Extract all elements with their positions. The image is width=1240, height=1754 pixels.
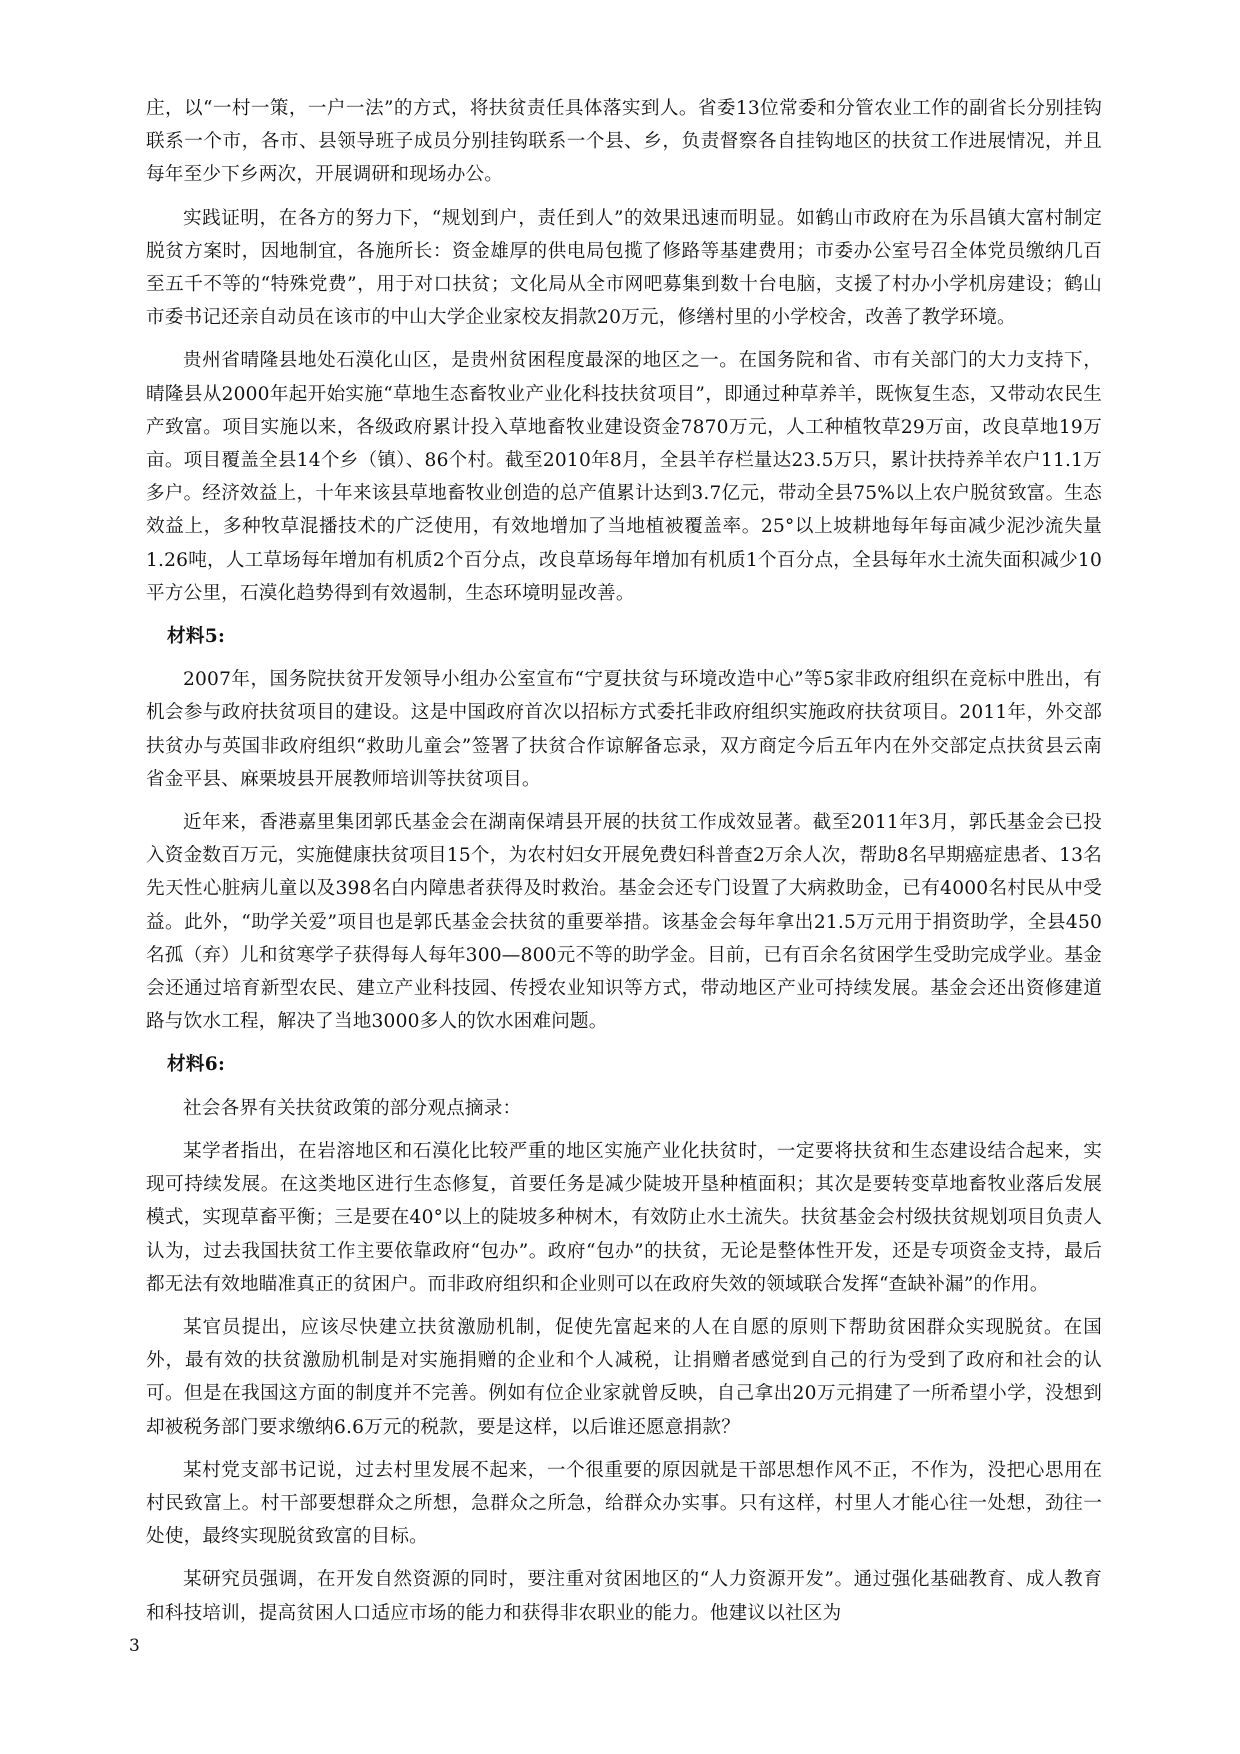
paragraph-intro-views: 社会各界有关扶贫政策的部分观点摘录： (183, 1097, 522, 1119)
page-number: 3 (129, 1636, 140, 1656)
paragraph-ngo-bidding: 2007年，国务院扶贫开发领导小组办公室宣布“宁夏扶贫与环境改造中心”等5家非政府组织在竞标中胜出，有机会参与政府扶贫项目的建设。这是中国政府首次以招标方式委托非政府组织实施政府扶贫项目。2011年，外交部扶贫办与英国非政府组织“救助儿童会”签署了扶贫合作谅解备忘录，双方商定今后五年内在外交部定点扶贫县云南省金平县、麻栗坡县开展教师培训等扶贫项目。 (146, 669, 1102, 790)
document-body (146, 92, 1102, 1640)
paragraph-village-secretary-view: 某村党支部书记说，过去村里发展不起来，一个很重要的原因就是干部思想作风不正，不作为，没把心思用在村民致富上。村干部要想群众之所想，急群众之所急，给群众办实事。只有这样，村里人才能心往一处想，劲往一处使，最终实现脱贫致富的目标。 (146, 1459, 1102, 1548)
heading-material-5: 材料5: (167, 626, 226, 648)
paragraph-heshan: 实践证明，在各方的努力下，“规划到户，责任到人”的效果迅速而明显。如鹤山市政府在为乐昌镇大富村制定脱贫方案时，因地制宜，各施所长：资金雄厚的供电局包揽了修路等基建费用；市委办公室号召全体党员缴纳几百至五千不等的“特殊党费”，用于对口扶贫；文化局从全市网吧募集到数十台电脑，支援了村办小学机房建设；鹤山市委书记还亲自动员在该市的中山大学企业家校友捐款20万元，修缮村里的小学校舍，改善了教学环境。 (146, 207, 1102, 329)
paragraph-official-view: 某官员提出，应该尽快建立扶贫激励机制，促使先富起来的人在自愿的原则下帮助贫困群众实现脱贫。在国外，最有效的扶贫激励机制是对实施捐赠的企业和个人减税，让捐赠者感觉到自己的行为受到了政府和社会的认可。但是在我国这方面的制度并不完善。例如有位企业家就曾反映，自己拿出20万元捐建了一所希望小学，没想到却被税务部门要求缴纳6.6万元的税款，要是这样，以后谁还愿意捐款？ (146, 1316, 1102, 1438)
heading-material-6: 材料6: (167, 1054, 226, 1076)
paragraph-continuation: 庄，以“一村一策，一户一法”的方式，将扶贫责任具体落实到人。省委13位常委和分管农业工作的副省长分别挂钩联系一个市，各市、县领导班子成员分别挂钩联系一个县、乡，负责督察各自挂钩地区的扶贫工作进展情况，并且每年至少下乡两次，开展调研和现场办公。 (146, 98, 1102, 186)
paragraph-qinglong: 贵州省晴隆县地处石漠化山区，是贵州贫困程度最深的地区之一。在国务院和省、市有关部门的大力支持下，晴隆县从2000年起开始实施“草地生态畜牧业产业化科技扶贫项目”，即通过种草养羊，既恢复生态，又带动农民生产致富。项目实施以来，各级政府累计投入草地畜牧业建设资金7870万元，人工种植牧草29万亩，改良草地19万亩。项目覆盖全县14个乡（镇）、86个村。截至2010年8月，全县羊存栏量达23.5万只，累计扶持养羊农户11.1万多户。经济效益上，十年来该县草地畜牧业创造的总产值累计达到3.7亿元，带动全县75%以上农户脱贫致富。生态效益上，多种牧草混播技术的广泛使用，有效地增加了当地植被覆盖率。25°以上坡耕地每年每亩减少泥沙流失量1.26吨，人工草场每年增加有机质2个百分点，改良草场每年增加有机质1个百分点，全县每年水土流失面积减少10平方公里，石漠化趋势得到有效遏制，生态环境明显改善。 (146, 350, 1102, 604)
paragraph-researcher-view: 某研究员强调，在开发自然资源的同时，要注重对贫困地区的“人力资源开发”。通过强化基础教育、成人教育和科技培训，提高贫困人口适应市场的能力和获得非农职业的能力。他建议以社区为 (146, 1569, 1102, 1624)
paragraph-kuok-foundation: 近年来，香港嘉里集团郭氏基金会在湖南保靖县开展的扶贫工作成效显著。截至2011年3月，郭氏基金会已投入资金数百万元，实施健康扶贫项目15个，为农村妇女开展免费妇科普查2万余人次，帮助8名早期癌症患者、13名先天性心脏病儿童以及398名白内障患者获得及时救治。基金会还专门设置了大病救助金，已有4000名村民从中受益。此外，“助学关爱”项目也是郭氏基金会扶贫的重要举措。该基金会每年拿出21.5万元用于捐资助学，全县450名孤（弃）儿和贫寒学子获得每人每年300—800元不等的助学金。目前，已有百余名贫困学生受助完成学业。基金会还通过培育新型农民、建立产业科技园、传授农业知识等方式，带动地区产业可持续发展。基金会还出资修建道路与饮水工程，解决了当地3000多人的饮水困难问题。 (146, 812, 1102, 1033)
paragraph-scholar-view: 某学者指出，在岩溶地区和石漠化比较严重的地区实施产业化扶贫时，一定要将扶贫和生态建设结合起来，实现可持续发展。在这类地区进行生态修复，首要任务是减少陡坡开垦种植面积；其次是要转变草地畜牧业落后发展模式，实现草畜平衡；三是要在40°以上的陡坡多种树木，有效防止水土流失。扶贫基金会村级扶贫规划项目负责人认为，过去我国扶贫工作主要依靠政府“包办”。政府“包办”的扶贫，无论是整体性开发，还是专项资金支持，最后都无法有效地瞄准真正的贫困户。而非政府组织和企业则可以在政府失效的领域联合发挥“查缺补漏”的作用。 (146, 1140, 1102, 1295)
